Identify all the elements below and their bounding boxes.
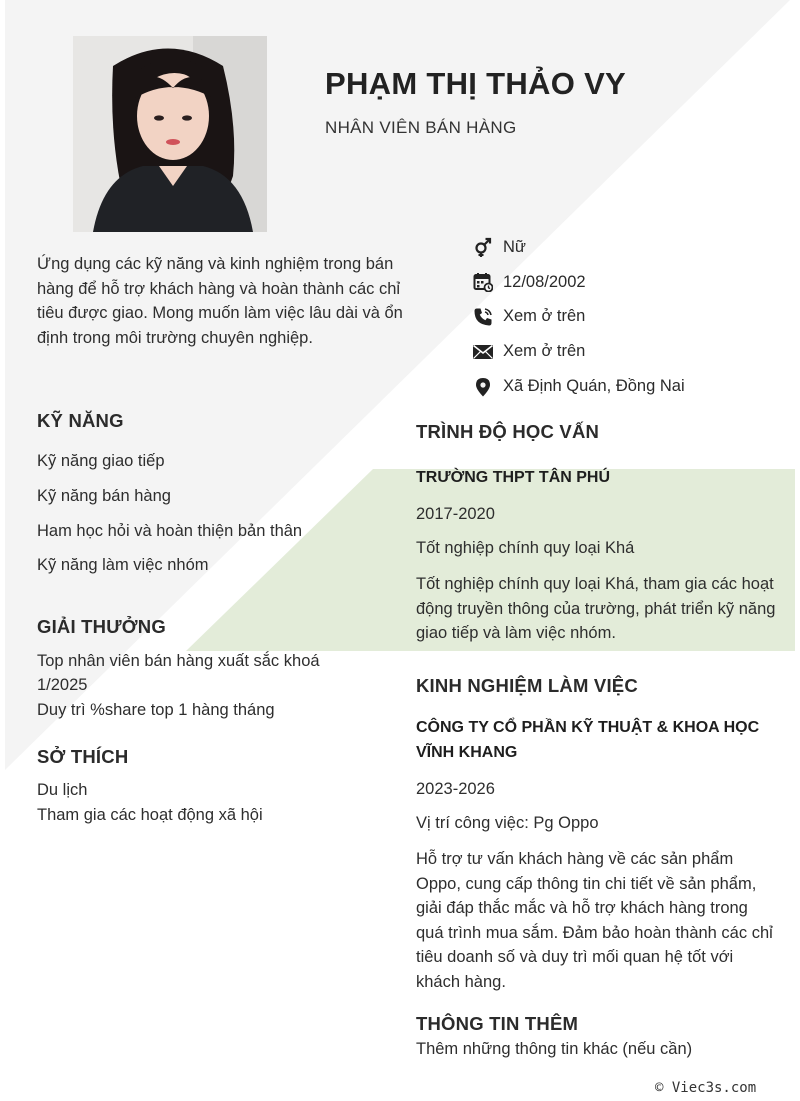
- experience-description: Hỗ trợ tư vấn khách hàng về các sản phẩm Oppo, cung cấp thông tin chi tiết về sản phẩm, giải đáp thắc mắc và hỗ trợ khách hàng trong quá trình mua sắm. Đảm bảo hoàn thành các chỉ tiêu doanh số và duy trì mối quan hệ tốt với khách hàng.: [416, 850, 773, 991]
- email-icon: [472, 341, 494, 363]
- contact-gender: [472, 230, 685, 265]
- email-value: Xem ở trên: [503, 342, 586, 361]
- career-objective: Ứng dụng các kỹ năng và kinh nghiệm trong bán hàng để hỗ trợ khách hàng và hoàn thành các chỉ tiêu được giao. Mong muốn làm việc lâu dài và ổn định trong môi trường chuyên nghiệp.: [37, 255, 403, 347]
- education-heading: TRÌNH ĐỘ HỌC VẤN: [416, 421, 600, 442]
- school-name: TRƯỜNG THPT TÂN PHÚ: [416, 469, 611, 486]
- footer-copyright[interactable]: © Viec3s.com: [655, 1080, 757, 1096]
- avatar: [73, 36, 267, 232]
- company-name: CÔNG TY CỔ PHẦN KỸ THUẬT & KHOA HỌC VĨNH KHANG: [416, 719, 760, 761]
- location-icon: [472, 376, 494, 398]
- skill-item: Ham học hỏi và hoàn thiện bản thân: [37, 522, 303, 540]
- experience-period: 2023-2026: [416, 780, 495, 798]
- skill-item: Kỹ năng làm việc nhóm: [37, 556, 209, 574]
- hobbies-heading: SỞ THÍCH: [37, 746, 129, 767]
- education-description: Tốt nghiệp chính quy loại Khá, tham gia các hoạt động truyền thông của trường, phát triển kỹ năng giao tiếp và làm việc nhóm.: [416, 575, 776, 642]
- skills-heading: KỸ NĂNG: [37, 410, 124, 431]
- education-period: 2017-2020: [416, 505, 495, 523]
- award-line: 1/2025: [37, 676, 88, 694]
- gender-icon: [472, 236, 494, 258]
- contact-email: [472, 334, 685, 369]
- contact-birthday: [472, 265, 685, 300]
- additional-info-text: Thêm những thông tin khác (nếu cần): [416, 1040, 693, 1058]
- hobby-item: Du lịch: [37, 781, 88, 799]
- award-line: Top nhân viên bán hàng xuất sắc khoá: [37, 652, 320, 670]
- awards-heading: GIẢI THƯỞNG: [37, 616, 166, 637]
- skill-item: Kỹ năng bán hàng: [37, 487, 171, 505]
- gender-value: Nữ: [503, 237, 526, 256]
- skill-item: Kỹ năng giao tiếp: [37, 452, 165, 470]
- hobby-item: Tham gia các hoạt động xã hội: [37, 806, 263, 824]
- experience-position: Vị trí công việc: Pg Oppo: [416, 814, 599, 832]
- contact-info: [472, 230, 685, 404]
- award-line: Duy trì %share top 1 hàng tháng: [37, 701, 275, 719]
- additional-info-heading: THÔNG TIN THÊM: [416, 1013, 579, 1034]
- profile-photo: [73, 36, 267, 232]
- calendar-icon: [472, 271, 494, 293]
- phone-value: Xem ở trên: [503, 307, 586, 326]
- contact-address: [472, 369, 685, 404]
- contact-phone: [472, 300, 685, 335]
- education-rank: Tốt nghiệp chính quy loại Khá: [416, 539, 635, 557]
- job-title: NHÂN VIÊN BÁN HÀNG: [325, 118, 517, 137]
- birthday-value: 12/08/2002: [503, 272, 586, 291]
- experience-heading: KINH NGHIỆM LÀM VIỆC: [416, 675, 638, 696]
- candidate-name: PHẠM THỊ THẢO VY: [325, 66, 627, 101]
- phone-icon: [472, 306, 494, 328]
- address-value: Xã Định Quán, Đồng Nai: [503, 377, 685, 396]
